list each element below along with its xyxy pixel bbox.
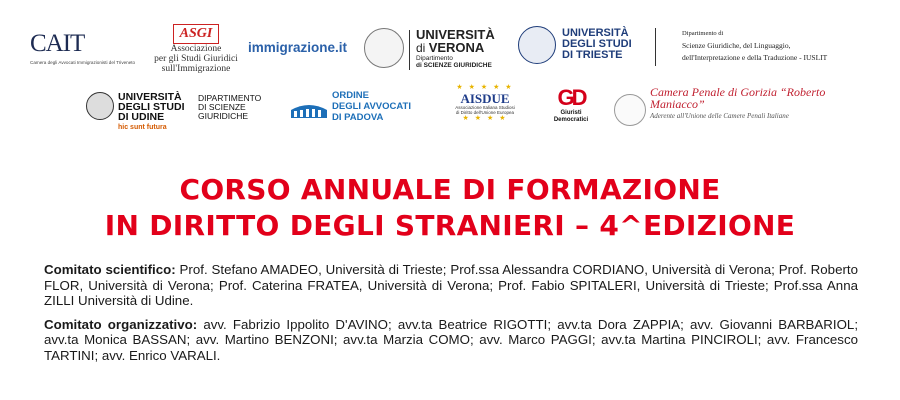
uniud-name-line: DEGLI STUDI [118, 101, 185, 113]
uniud-motto: hic sunt futura [118, 124, 167, 131]
uniud-name-line: UNIVERSITÀ [118, 91, 182, 103]
asgi-logo-line: sull'Immigrazione [161, 64, 231, 74]
univr-line: Dipartimento [416, 55, 453, 62]
aisdue-logo [440, 84, 530, 123]
stars-icon: ★ ★ ★ ★ [462, 115, 508, 122]
univr-line: di SCIENZE GIURIDICHE [416, 62, 492, 69]
units-name-line: DEGLI STUDI [562, 38, 632, 50]
univr-line: VERONA [428, 40, 485, 55]
gd-line: Giuristi [560, 110, 582, 116]
camera-seal-icon [614, 94, 646, 126]
comitato-scientifico-label: Comitato scientifico: [44, 262, 176, 277]
ordine-line: ORDINE [332, 90, 369, 101]
logo-row-top [0, 22, 900, 78]
camera-name-line: Maniacco” [650, 97, 705, 111]
univr-line: di [416, 41, 426, 55]
committees [44, 262, 858, 372]
camera-name-line: Camera Penale di Gorizia “Roberto [650, 85, 826, 99]
divider [409, 30, 410, 70]
uniud-name-line: DI UDINE [118, 111, 165, 123]
building-icon [290, 100, 328, 120]
univr-line: UNIVERSITÀ [416, 27, 495, 42]
cait-logo [30, 30, 140, 65]
title-line-1: CORSO ANNUALE DI FORMAZIONE [179, 173, 721, 206]
comitato-scientifico-text: Prof. Stefano AMADEO, Università di Trieste; Prof.ssa Alessandra CORDIANO, Università di Verona; Prof. Roberto FLOR, Università di Verona; Prof. Caterina FRATEA, Università di Verona; Prof. Fabio SPITALERI, Università di Trieste; Prof.ssa Anna ZILLI Università di Udine. [44, 262, 858, 309]
uniud-dept-line: DIPARTIMENTO [198, 93, 262, 103]
units-name-line: UNIVERSITÀ [562, 27, 629, 39]
comitato-organizzativo-label: Comitato organizzativo: [44, 316, 198, 332]
logo-row-bottom [0, 84, 900, 138]
comitato-scientifico [44, 262, 858, 309]
comitato-organizzativo-text: avv. Fabrizio Ippolito D'AVINO; avv.ta Beatrice RIGOTTI; avv.ta Dora ZAPPIA; avv. Giovanni BARBARIOL; avv.ta Monica BASSAN; avv. Martino BENZONI; avv.ta Marzia COMO; avv. Marco PAGGI; avv.ta Martina PINCIROLI; avv. Francesco TARTINI; avv. Enrico VARALI. [44, 316, 859, 363]
asgi-logo [143, 24, 249, 74]
asgi-logo-name: ASGI [173, 24, 220, 44]
univr-seal-icon [364, 28, 404, 68]
aisdue-sub: Associazione Italiana Studiosi [455, 105, 515, 110]
gd-line: Democratici [553, 117, 589, 123]
gd-mark: GD [557, 85, 585, 110]
camera-aderente: Aderente all'Unione delle Camere Penali Italiane [650, 112, 789, 120]
units-dept-line: Scienze Giuridiche, del Linguaggio, [682, 41, 791, 50]
uniud-seal-icon [86, 92, 114, 120]
units-dept-line: Dipartimento di [682, 30, 724, 37]
units-seal-icon [518, 26, 556, 64]
immigrazione-logo: immigrazione.it [248, 40, 348, 55]
ordine-line: DEGLI AVVOCATI [332, 101, 411, 112]
cait-logo-subtitle: Camera degli Avvocati Immigrazionisti del Triveneto [30, 60, 136, 65]
title-line-2: IN DIRITTO DEGLI STRANIERI – 4^EDIZIONE [104, 209, 796, 242]
uniud-dept-line: GIURIDICHE [198, 111, 249, 121]
ordine-line: DI PADOVA [332, 112, 384, 123]
divider [655, 28, 656, 66]
page-title [0, 172, 900, 244]
units-dept-line: dell'Interpretazione e della Traduzione - IUSLIT [682, 53, 828, 62]
stars-icon: ★ ★ ★ ★ ★ [456, 84, 514, 91]
asgi-logo-line: per gli Studi Giuridici [154, 54, 238, 64]
giuristi-democratici-logo [546, 86, 596, 124]
aisdue-sub: di Diritto dell'Unione Europea [455, 110, 515, 115]
cait-logo-name: CAIT [30, 30, 85, 57]
units-name-line: DI TRIESTE [562, 49, 623, 61]
comitato-organizzativo [44, 317, 858, 364]
uniud-dept-line: DI SCIENZE [198, 102, 246, 112]
aisdue-name: AISDUE [460, 91, 510, 106]
asgi-logo-line: Associazione [170, 44, 222, 54]
